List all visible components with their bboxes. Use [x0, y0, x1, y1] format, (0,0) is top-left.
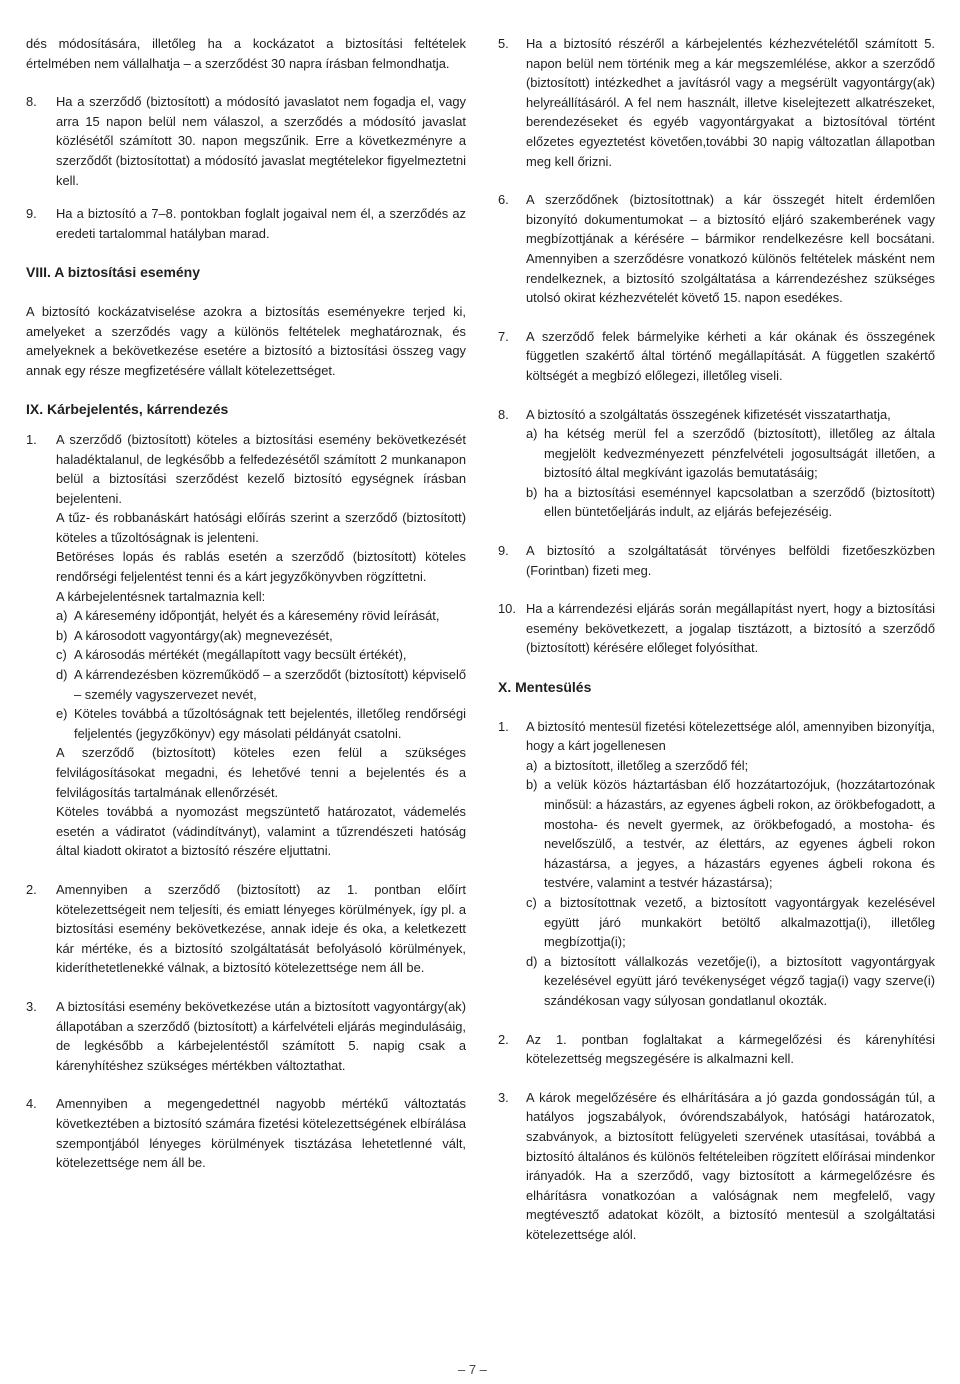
right-column — [498, 34, 935, 1244]
item-text: Ha a biztosító részéről a kárbejelentés kézhezvételétől számított 5. napon belül nem történik meg a kár megszemlélése, akkor a szerződő (biztosított) intézkedhet a javításról vagy a megsérült vagyontárgy(ak) helyreállításáról. A fel nem használt, illetve kiselejtezett alkatrészeket, berendezéseket és egyéb vagyontárgyakat a biztosítóval történt előzetes egyeztetést követően,további 30 napig változatlan állapotban meg kell őrizni. — [526, 36, 935, 169]
sub-item — [526, 952, 935, 1011]
list-item-9 — [26, 204, 466, 243]
item-text: A károk megelőzésére és elhárítására a jó gazda gondosságán túl, a hatályos jogszabályok, óvórendszabályok, hatósági határozatok, szabványok, a biztosított felügyeleti szervének utasításai, továbbá a biztosító általános és különös feltételeiben rögzített előírásai mindenkor irányadók. Ha a szerződő, vagy biztosított a kármegelőzésre és elhárításra vonatkozóan a valóságnak nem megfelelő, vagy megtévesztő adatokat közölt, a biztosító mentesül a szolgáltatási kötelezettsége alól. — [526, 1089, 935, 1242]
item-number: 3. — [498, 1089, 509, 1105]
sub-item-text: A káresemény időpontját, helyét és a káresemény rövid leírását, — [74, 608, 440, 624]
sub-item — [526, 775, 935, 893]
item-number: 2. — [498, 1031, 509, 1047]
sub-item-text: a biztosított vállalkozás vezetője(i), a biztosított vagyontárgyak kezelésével együtt járó tevékenységet végző tagja(i) vagy szerve(i) szándékosan vagy súlyosan gondatlanul okozták. — [544, 953, 935, 1008]
item-paragraph: A biztosító mentesül fizetési kötelezettsége alól, amennyiben bizonyítja, hogy a kárt jogellenesen — [526, 718, 935, 754]
item-number: 8. — [26, 94, 37, 110]
sub-item — [526, 756, 935, 776]
item-number: 1. — [498, 718, 509, 734]
sub-item-letter: d) — [526, 953, 538, 969]
list-item-ix-3 — [26, 997, 466, 1075]
list-item-x-2 — [498, 1030, 935, 1069]
sub-item-text: a velük közös háztartásban élő hozzátartozójuk, (hozzátartozónak minősül: a házastárs, az egyenes ágbeli rokon, az örökbefogadott, a mostoha- és nevelt gyermek, az örökbefogadó, a mostoha- és nevelőszülő, a testvér, az élettárs, az egyenes ágbeli rokon házastársa, a jegyes, a házastárs egyenes ágbeli rokona és testvére, valamint a testvér házastársa); — [544, 777, 935, 891]
item-text: Ha a biztosító a 7–8. pontokban foglalt jogaival nem él, a szerződés az eredeti tartalommal hatályban marad. — [56, 206, 466, 241]
section-heading-ix: IX. Kárbejelentés, kárrendezés — [26, 401, 229, 418]
sub-item — [56, 704, 466, 743]
item-body — [526, 717, 935, 1011]
item-text: Ha a kárrendezési eljárás során megállapítást nyert, hogy a biztosítási esemény bekövetkezett, a jogalap tisztázott, a biztosító a szerződő (biztosított) kérésére előleget folyósíthat. — [526, 601, 935, 656]
sub-item-letter: b) — [56, 627, 68, 643]
item-text: A biztosítási esemény bekövetkezése után a biztosított vagyontárgy(ak) állapotában a szerződő (biztosított) a kárfelvételi eljárás megindulásáig, de legkésőbb a kárbejelentéstől számított 5. napig csak a kárenyhítéshez szükséges mértékben változtathat. — [56, 998, 466, 1073]
sub-item-letter: c) — [526, 894, 537, 910]
section-viii-text: A biztosító kockázatviselése azokra a biztosítás eseményekre terjed ki, amelyeket a szerződés vagy a különös feltételek meghatároznak, és amelyeknek a bekövetkezése esetére a biztosító a biztosítási összeg vagy annak egy része megfizetésére vállalt kötelezettséget. — [26, 303, 466, 378]
list-item-ix-1 — [26, 430, 466, 861]
page-number: – 7 – — [458, 1362, 487, 1377]
item-number: 3. — [26, 998, 37, 1014]
sub-item — [56, 645, 466, 665]
list-item-ix-8 — [498, 405, 935, 523]
item-paragraph: A biztosító a szolgáltatás összegének kifizetését visszatarthatja, — [526, 406, 891, 422]
list-item-x-3 — [498, 1088, 935, 1245]
item-number: 1. — [26, 431, 37, 447]
item-text: Amennyiben a szerződő (biztosított) az 1. pontban előírt kötelezettségeit nem teljesíti, és emiatt lényeges körülmények, így pl. a biztosítási esemény bekövetkezése, annak ideje és oka, a keletkezett kár mértéke, és a biztosító szolgáltatását befolyásoló körülmények, kideríthetetlenekké válnak, a biztosító kötelezettsége nem áll be. — [56, 881, 466, 976]
item-number: 4. — [26, 1096, 37, 1112]
item-number: 5. — [498, 36, 509, 51]
item-text: Ha a szerződő (biztosított) a módosító javaslatot nem fogadja el, vagy arra 15 napon belül nem válaszol, a szerződés a módosító javaslat közlésétől számított 30. napon megszűnik. Erre a következményre a szerződőt (biztosítottat) a módosító javaslat megtételekor figyelmeztetni kell. — [56, 94, 466, 188]
item-number: 2. — [26, 881, 37, 897]
item-number: 9. — [26, 206, 37, 222]
list-item-8 — [26, 92, 466, 190]
sub-item-text: A károsodás mértékét (megállapított vagy becsült értékét), — [74, 647, 407, 663]
sub-item — [526, 893, 935, 952]
item-number: 6. — [498, 192, 509, 208]
item-paragraph: Betöréses lopás és rablás esetén a szerződő (biztosított) köteles rendőrségi feljelentést tenni és a kárt jegyzőkönyvben rögzíttetni. — [56, 549, 466, 585]
item-text: A szerződő felek bármelyike kérheti a kár okának és összegének független szakértő által történő megállapítását. A független szakértő költségét a megbízó előlegezi, illetőleg viseli. — [526, 328, 935, 383]
sub-item-letter: e) — [56, 706, 68, 722]
list-item-ix-2 — [26, 880, 466, 978]
sub-item — [526, 483, 935, 522]
list-item-ix-5 — [498, 34, 935, 171]
item-body — [56, 430, 466, 861]
list-item-x-1 — [498, 717, 935, 1011]
list-item-ix-6 — [498, 190, 935, 308]
sub-item — [56, 626, 466, 646]
sub-item-letter: c) — [56, 647, 67, 663]
item-paragraph: Köteles továbbá a nyomozást megszüntető határozatot, vádemelés esetén a vádiratot (vádindítványt), valamint a tűzrendészeti hatóság által kiadott okiratot a biztosító részére eljuttatni. — [56, 804, 466, 859]
item-body — [526, 405, 935, 523]
sub-item — [56, 606, 466, 626]
sub-item-letter: a) — [526, 757, 538, 773]
sub-item-text: A károsodott vagyontárgy(ak) megnevezését, — [74, 627, 333, 643]
sub-item-letter: a) — [526, 426, 538, 442]
sub-item-letter: b) — [526, 484, 538, 500]
item-text: A biztosító a szolgáltatását törvényes belföldi fizetőeszközben (Forintban) fizeti meg. — [526, 543, 935, 578]
sub-item-text: ha kétség merül fel a szerződő (biztosított), illetőleg az általa megjelölt kedvezményezett pénzfelvételi jogosultságát illetően, a biztosító által megkívánt igazolás bemutatásáig; — [544, 426, 935, 481]
item-paragraph: A tűz- és robbanáskárt hatósági előírás szerint a szerződő (biztosított) köteles a tűzoltóságnak is jelenteni. — [56, 510, 466, 545]
item-number: 8. — [498, 406, 509, 422]
sub-item-text: ha a biztosítási eseménnyel kapcsolatban a szerződő (biztosított) ellen büntetőeljárás indult, az eljárás befejezéséig. — [544, 484, 935, 520]
item-number: 10. — [498, 601, 516, 617]
item-text: Az 1. pontban foglaltakat a kármegelőzési és kárenyhítési kötelezettség megszegésére is alkalmazni kell. — [526, 1031, 935, 1067]
item-text: Amennyiben a megengedettnél nagyobb mértékű változtatás következtében a biztosító számára fizetési kötelezettségének elbírálása szempontjából lényeges körülmények tisztázása lehetetlenné vált, kötelezettsége nem áll be. — [56, 1096, 466, 1171]
list-item-ix-7 — [498, 327, 935, 386]
item-paragraph: A szerződő (biztosított) köteles ezen felül a szükséges felvilágosításokat megadni, és lehetővé tenni a bejelentés és a felvilágosítás tartalmának ellenőrzését. — [56, 745, 466, 800]
intro-paragraph: dés módosítására, illetőleg ha a kockázatot a biztosítási feltételek értelmében nem vállalhatja – a szerződést 30 napra írásban felmondhatja. — [26, 36, 466, 71]
list-item-ix-9 — [498, 541, 935, 580]
sub-item-letter: a) — [56, 608, 68, 624]
sub-item-letter: b) — [526, 777, 538, 793]
section-heading-viii: VIII. A biztosítási esemény — [26, 264, 201, 281]
sub-item — [56, 665, 466, 704]
item-text: A szerződőnek (biztosítottnak) a kár összegét hitelt érdemlően bizonyító dokumentumokat – a biztosító eljáró szakemberének vagy megbízottjának a kérésére – bármikor rendelkezésre kell bocsátani. Amennyiben a szerződésre vonatkozó különös feltételek másként nem rendelkeznek, a biztosító szolgáltatása a kárrendezéshez szükséges utolsó okirat kézhezvételét követő 15. napon esedékes. — [526, 192, 935, 306]
sub-item — [526, 424, 935, 483]
section-heading-x: X. Mentesülés — [498, 679, 592, 696]
item-paragraph: A szerződő (biztosított) köteles a biztosítási esemény bekövetkezését haladéktalanul, de legkésőbb a felfedezésétől számított 2 munkanapon belül a biztosítási szerződést kezelő biztosító egységnek írásban bejelenteni. — [56, 431, 466, 506]
sub-item-letter: d) — [56, 667, 68, 683]
sub-item-text: a biztosított, illetőleg a szerződő fél; — [544, 757, 749, 773]
sub-item-text: a biztosítottnak vezető, a biztosított vagyontárgyak kezelésével együtt járó munkakört betöltő alkalmazottja(i), illetőleg megbízottja(i); — [544, 894, 935, 950]
list-item-ix-4 — [26, 1094, 466, 1172]
sub-item-text: Köteles továbbá a tűzoltóságnak tett bejelentés, illetőleg rendőrségi feljelentés (jegyzőkönyv) egy másolati példányát csatolni. — [74, 706, 466, 741]
item-number: 9. — [498, 543, 509, 559]
sub-item-text: A kárrendezésben közreműködő – a szerződőt (biztosított) képviselő – személy vagyszervezet nevét, — [74, 667, 466, 702]
list-item-ix-10 — [498, 599, 935, 658]
item-paragraph: A kárbejelentésnek tartalmaznia kell: — [56, 588, 266, 604]
left-column — [26, 34, 466, 1173]
item-number: 7. — [498, 328, 509, 344]
